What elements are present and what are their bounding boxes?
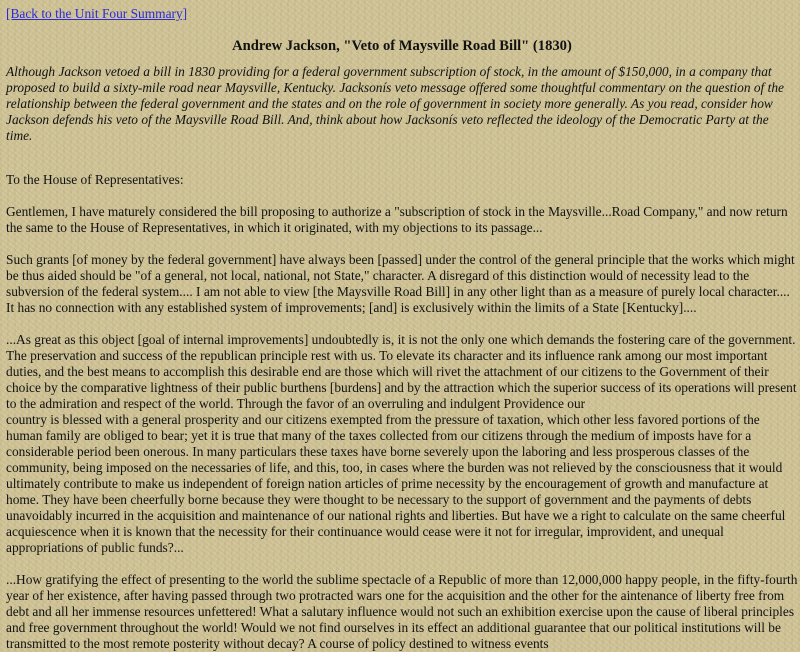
intro-paragraph: Although Jackson vetoed a bill in 1830 providing for a federal government subscription of stock, in the amount of $150,000, in a company that proposed to build a sixty-mile road near Maysville, Kentucky. Jacksonís veto message offered some thoughtful commentary on the question of the relationship between the federal government and the states and on the role of government in society more generally. As you read, consider how Jackson defends his veto of the Maysville Road Bill. And, think about how Jacksonís veto reflected the ideology of the Democratic Party at the time. xyxy=(6,64,784,143)
document-title: Andrew Jackson, "Veto of Maysville Road Bill" (1830) xyxy=(232,38,572,54)
body-paragraph: ...How gratifying the effect of presenting to the world the sublime spectacle of a Republic of more than 12,000,000 happy people, in the fifty-fourth year of her existence, after having passed through two protracted wars one for the acquisition and the other for the aintenance of liberty free from debt and all her immense resources unfettered! What a salutary influence would not such an exhibition exercise upon the cause of liberal principles and free government throughout the world! Would we not find ourselves in its effect an additional guarantee that our political institutions will be transmitted to the most remote posterity without decay? A course of policy destined to witness events xyxy=(6,572,798,651)
body-paragraph: country is blessed with a general prosperity and our citizens exempted from the pressure of taxation, which other less favored portions of the human family are obliged to bear; yet it is true that many of the taxes collected from our citizens through the medium of imposts have for a considerable period been onerous. In many particulars these taxes have borne severely upon the laboring and less prosperous classes of the community, being imposed on the necessaries of life, and this, too, in cases where the burden was not relieved by the consciousness that it would ultimately contribute to make us independent of foreign nation articles of prime necessity by the encouragement of growth and manufacture at home. They have been cheerfully borne because they were thought to be necessary to the support of government and the payments of debts unavoidably incurred in the acquisition and maintenance of our national rights and liberties. But have we a right to calculate on the same cheerful acquiescence when it is known that the necessity for their continuance would cease were it not for irregular, improvident, and unequal appropriations of public funds?... xyxy=(6,412,786,555)
page-content xyxy=(6,0,798,652)
body-paragraph: Such grants [of money by the federal government] have always been [passed] under the control of the general principle that the works which might be thus aided should be "of a general, not local, national, not State," character. A disregard of this distinction would of necessity lead to the subversion of the federal system.... I am not able to view [the Maysville Road Bill] in any other light than as a measure of purely local character.... It has no connection with any established system of improvements; [and] is exclusively within the limits of a State [Kentucky].... xyxy=(6,252,795,315)
addressee-line: To the House of Representatives: xyxy=(6,172,184,187)
body-paragraph: Gentlemen, I have maturely considered the bill proposing to authorize a "subscription of stock in the Maysville...Road Company," and now return the same to the House of Representatives, in which it originated, with my objections to its passage... xyxy=(6,204,788,235)
body-paragraph: ...As great as this object [goal of internal improvements] undoubtedly is, it is not the only one which demands the fostering care of the government. The preservation and success of the republican principle rest with us. To elevate its character and its influence rank among our most important duties, and the best means to accomplish this desirable end are those which will rivet the attachment of our citizens to the Government of their choice by the comparative lightness of their public burthens [burdens] and by the attraction which the superior success of its operations will present to the admiration and respect of the world. Through the favor of an overruling and indulgent Providence our xyxy=(6,332,797,411)
back-to-summary-link[interactable]: [Back to the Unit Four Summary] xyxy=(6,6,188,21)
